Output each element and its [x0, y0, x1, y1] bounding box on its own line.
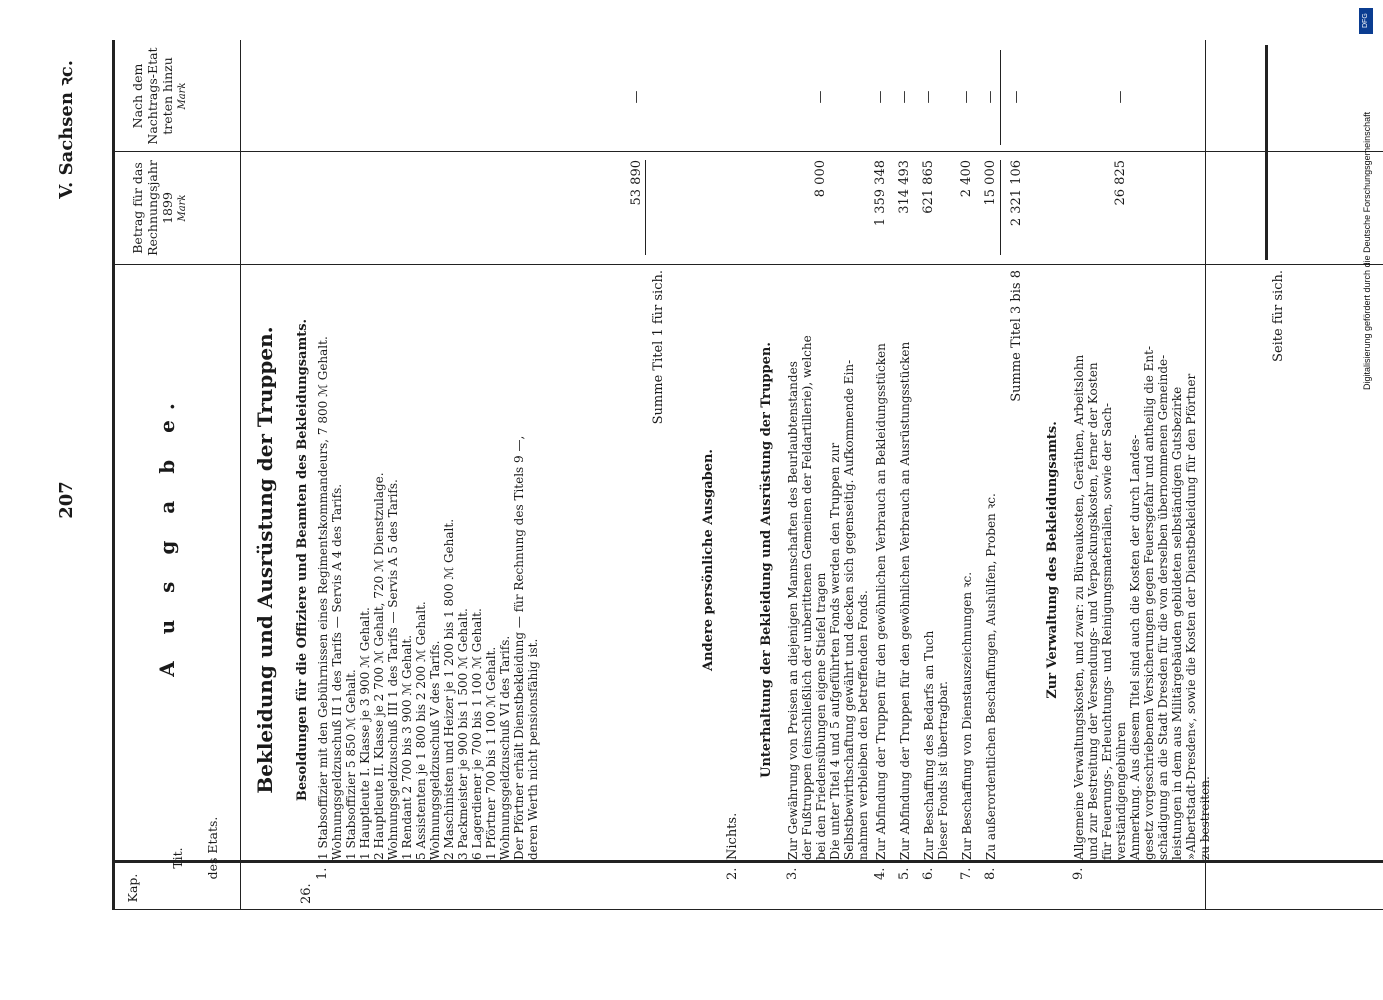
sum-rule-3-8	[1000, 160, 1001, 255]
rule-header-bottom	[240, 40, 241, 910]
col-nachtrag-label: Nach dem Nachtrags-Etat treten hinzu Mark	[130, 47, 188, 145]
amount-tit-3-8: 2 321 106	[1009, 160, 1024, 227]
amount-tit-4: 1 359 348	[873, 160, 888, 227]
subheading-besoldungen: Besoldungen für die Offiziere und Beamten des Bekleidungsamts.	[295, 318, 310, 802]
amount-tit-6: 621 865	[921, 160, 936, 214]
summe-tit-1: Summe Titel 1 für sich.	[651, 270, 666, 425]
col-ausgabe-title: A u s g a b e.	[155, 393, 179, 677]
page-number: 207	[56, 481, 77, 519]
amount-tit-1: 53 890	[629, 160, 644, 206]
dfg-logo: DFG	[1359, 8, 1373, 34]
subheading-andere: Andere persönliche Ausgaben.	[701, 449, 716, 671]
tit-6-text: Zur Beschaffung des Bedarfs an Tuch Dieser Fonds ist übertragbar.	[922, 630, 950, 860]
rule-tit-9-bottom	[1265, 45, 1268, 260]
col-tit-label: Tit.	[170, 847, 185, 869]
nachtrag-tit-4: —	[873, 90, 888, 104]
col-des-etats-label: des Etats.	[205, 816, 220, 880]
tit-4: 4.	[873, 867, 888, 880]
sidebar-attribution	[1355, 0, 1383, 1000]
tit-3-text: Zur Gewährung von Preisen an diejenigen Mannschaften des Beurlaubtenstandes der Fußtruppen (einschließlich der unberittenen Gemeinen der Feldartillerie), welche bei den Friedensübungen eigene Stiefel tragen Die unter Titel 4 und 5 aufgeführten Fonds werden den Truppen zur Selbstbewirthschaftung gewährt und decken sich gegenseitig. Aufkommende Ein- nahmen verbleiben den betreffenden Fonds.	[786, 335, 870, 860]
rule-top	[112, 40, 115, 910]
tit-2: 2.	[725, 867, 740, 880]
tit-6: 6.	[921, 867, 936, 880]
tit-8-text: Zu außerordentlichen Beschaffungen, Aushülfen, Proben ꝛc.	[984, 493, 998, 860]
chapter-title: V. Sachsen ꝛc.	[56, 60, 77, 199]
summe-tit-3-8: Summe Titel 3 bis 8	[1009, 270, 1024, 402]
col-left-edge	[112, 909, 1383, 910]
tit-7-text: Zur Beschaffung von Dienstauszeichnungen ꝛc.	[960, 571, 974, 860]
nachtrag-tit-3: —	[813, 90, 828, 104]
nachtrag-tit-6: —	[921, 90, 936, 104]
tit-7: 7.	[959, 867, 974, 880]
nachtrag-tit-3-8: —	[1009, 90, 1024, 104]
col-kap-label: Kap.	[125, 873, 140, 903]
tit-5: 5.	[897, 867, 912, 880]
nachtrag-tit-7: —	[959, 90, 974, 104]
attribution-text: Digitalisierung gefördert durch die Deutsche Forschungsgemeinschaft	[1362, 111, 1372, 390]
tit-4-text: Zur Abfindung der Truppen für den gewöhnlichen Verbrauch an Bekleidungsstücken	[874, 343, 888, 860]
section-heading: Bekleidung und Ausrüstung der Truppen.	[253, 326, 277, 794]
kap-number: 26.	[299, 883, 314, 904]
tit-9: 9.	[1071, 867, 1086, 880]
tit-1-text: 1 Stabsoffizier mit den Gebührnissen eines Regimentskommandeurs, 7 800 ℳ Gehalt. Wohnungsgeldzuschuß II 1 des Tarifs — Servis A 4 des Tarifs. 1 Stabsoffizier 5 850 ℳ Gehalt. 1 Hauptleute I. Klasse je 3 900 ℳ Gehalt. 2 Hauptleute II. Klasse je 2 700 ℳ Gehalt, 720 ℳ Dienstzulage. Wohnungsgeldzuschuß III 1 des Tarifs — Servis A 5 des Tarifs. 1 Rendant 2 700 bis 3 900 ℳ Gehalt. 5 Assistenten je 1 800 bis 2 200 ℳ Gehalt. Wohnungsgeldzuschuß V des Tarifs. 2 Maschinisten und Heizer je 1 200 bis 1 800 ℳ Gehalt. 3 Packmeister je 900 bis 1 500 ℳ Gehalt. 6 Lagerdiener je 700 bis 1 100 ℳ Gehalt. 1 Pförtner 700 bis 1 100 ℳ Gehalt. Wohnungsgeldzuschuß VI des Tarifs. Der Pförtner erhält Dienstbekleidung — für Rechnung des Titels 9 —, deren Werth nicht pensionsfähig ist.	[316, 336, 540, 860]
amount-tit-5: 314 493	[897, 160, 912, 214]
col-kap-divider	[112, 860, 1383, 863]
tit-5-text: Zur Abfindung der Truppen für den gewöhnlichen Verbrauch an Ausrüstungsstücken	[898, 341, 912, 860]
nachtrag-tit-9: —	[1113, 90, 1128, 104]
subheading-verwaltung: Zur Verwaltung des Bekleidungsamts.	[1045, 421, 1060, 699]
tit-8: 8.	[983, 867, 998, 880]
amount-tit-7: 2 400	[959, 160, 974, 198]
tit-1: 1.	[315, 867, 330, 880]
col-betrag-label: Betrag für das Rechnungsjahr 1899 Mark	[130, 160, 188, 256]
col-text-divider	[112, 264, 1383, 265]
sum-rule-1	[645, 160, 646, 255]
tit-2-text: Nichts.	[725, 812, 740, 860]
subheading-unterhaltung: Unterhaltung der Bekleidung und Ausrüstung der Truppen.	[759, 342, 774, 778]
nachtrag-tit-1: —	[629, 90, 644, 104]
nachtrag-tit-8: —	[983, 90, 998, 104]
sum-rule-3-8-nachtrag	[1000, 50, 1001, 145]
nachtrag-tit-5: —	[897, 90, 912, 104]
tit-3: 3.	[785, 867, 800, 880]
tit-9-text: Allgemeine Verwaltungskosten, und zwar: zu Büreaukosten, Geräthen, Arbeitslohn und zur Bestreitung der Versendungs- und Verpackungskosten, ferner der Kosten für Feuerungs-, Erleuchtungs- und Reinigungsmaterialien, sowie der Sach- verständigengebühren Anmerkung. Aus diesem Titel sind auch die Kosten der durch Landes- gesetz vorgeschriebenen Versicherungen gegen Feuersgefahr und antheilig die Ent- schädigung an die Stadt Dresden für die von derselben übernommenen Gemeinde- leistungen in dem aus Militärgebäuden gebildeten selbständigen Gutsbezirke »Albertstadt-Dresden«, sowie die Kosten der Dienstbekleidung für den Pförtner zu bestreiten.	[1072, 346, 1212, 860]
amount-tit-8: 15 000	[983, 160, 998, 206]
col-betrag-divider	[112, 151, 1383, 152]
amount-tit-9: 26 825	[1113, 160, 1128, 206]
amount-tit-3: 8 000	[813, 160, 828, 198]
summe-tit-9: Seite für sich.	[1271, 270, 1286, 362]
